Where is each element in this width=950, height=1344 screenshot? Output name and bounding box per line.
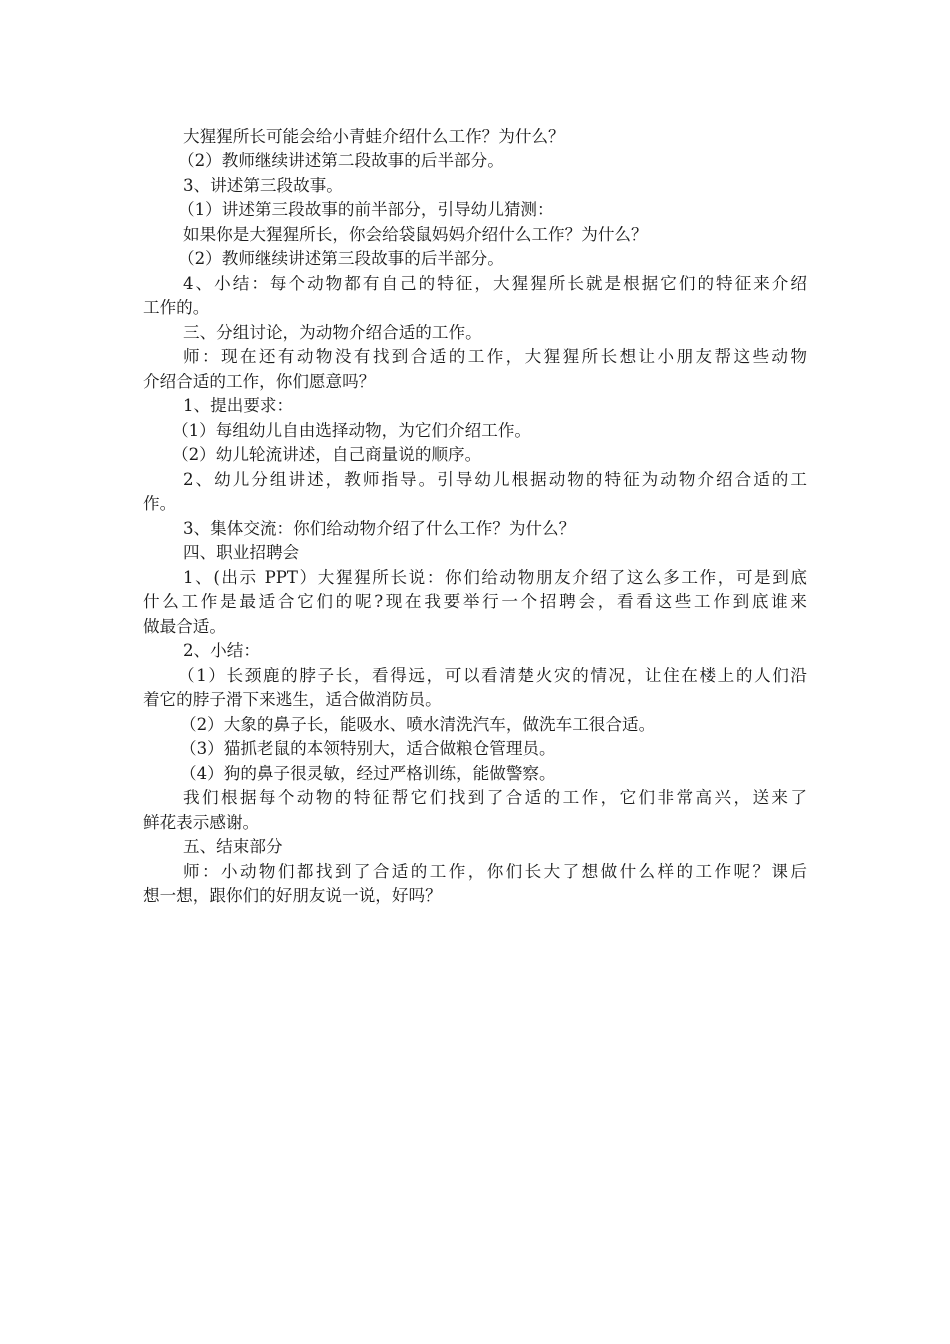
text-line: 想一想，跟你们的好朋友说一说，好吗？ [143, 886, 442, 905]
text-line: 着它的脖子滑下来逃生，适合做消防员。 [143, 690, 442, 709]
text-line: 师：小动物们都找到了合适的工作，你们长大了想做什么样的工作呢？课后 [183, 862, 807, 881]
text-line: 什么工作是最适合它们的呢?现在我要举行一个招聘会，看看这些工作到底谁来 [143, 592, 807, 611]
text-line: 工作的。 [143, 298, 210, 317]
text-line: （1）讲述第三段故事的前半部分，引导幼儿猜测： [178, 200, 554, 219]
text-line: 如果你是大猩猩所长，你会给袋鼠妈妈介绍什么工作？为什么？ [183, 225, 648, 244]
text-line: 介绍合适的工作，你们愿意吗？ [143, 372, 376, 391]
section-heading: 四、职业招聘会 [183, 543, 300, 562]
text-line: （1）每组幼儿自由选择动物，为它们介绍工作。 [172, 421, 532, 440]
text-line: 师：现在还有动物没有找到合适的工作，大猩猩所长想让小朋友帮这些动物 [183, 347, 807, 366]
text-line: 3、讲述第三段故事。 [183, 176, 343, 195]
section-heading: 五、结束部分 [183, 837, 283, 856]
text-line: 2、幼儿分组讲述，教师指导。引导幼儿根据动物的特征为动物介绍合适的工 [183, 470, 807, 489]
text-line: 我们根据每个动物的特征帮它们找到了合适的工作，它们非常高兴，送来了 [183, 788, 807, 807]
text-line: 作。 [143, 494, 177, 513]
text-line: 2、小结： [183, 641, 260, 660]
text-line: 4、小结：每个动物都有自己的特征，大猩猩所长就是根据它们的特征来介绍 [183, 274, 807, 293]
text-line: 3、集体交流：你们给动物介绍了什么工作？为什么？ [183, 519, 576, 538]
section-heading: 三、分组讨论，为动物介绍合适的工作。 [183, 323, 482, 342]
text-line: （2）教师继续讲述第三段故事的后半部分。 [178, 249, 504, 268]
text-line: 大猩猩所长可能会给小青蛙介绍什么工作？为什么？ [183, 127, 565, 146]
text-line: （2）幼儿轮流讲述，自己商量说的顺序。 [172, 445, 482, 464]
text-line: （3）猫抓老鼠的本领特别大，适合做粮仓管理员。 [180, 739, 556, 758]
text-line: （2）教师继续讲述第二段故事的后半部分。 [178, 151, 504, 170]
text-line: 鲜花表示感谢。 [143, 813, 260, 832]
text-line: 做最合适。 [143, 617, 226, 636]
text-line: （2）大象的鼻子长，能吸水、喷水清洗汽车，做洗车工很合适。 [180, 715, 656, 734]
text-line: （1）长颈鹿的脖子长，看得远，可以看清楚火灾的情况，让住在楼上的人们沿 [178, 666, 807, 685]
text-line: 1、提出要求： [183, 396, 294, 415]
text-line: （4）狗的鼻子很灵敏，经过严格训练，能做警察。 [180, 764, 556, 783]
text-line: 1、(出示 PPT）大猩猩所长说：你们给动物朋友介绍了这么多工作，可是到底 [183, 568, 807, 587]
